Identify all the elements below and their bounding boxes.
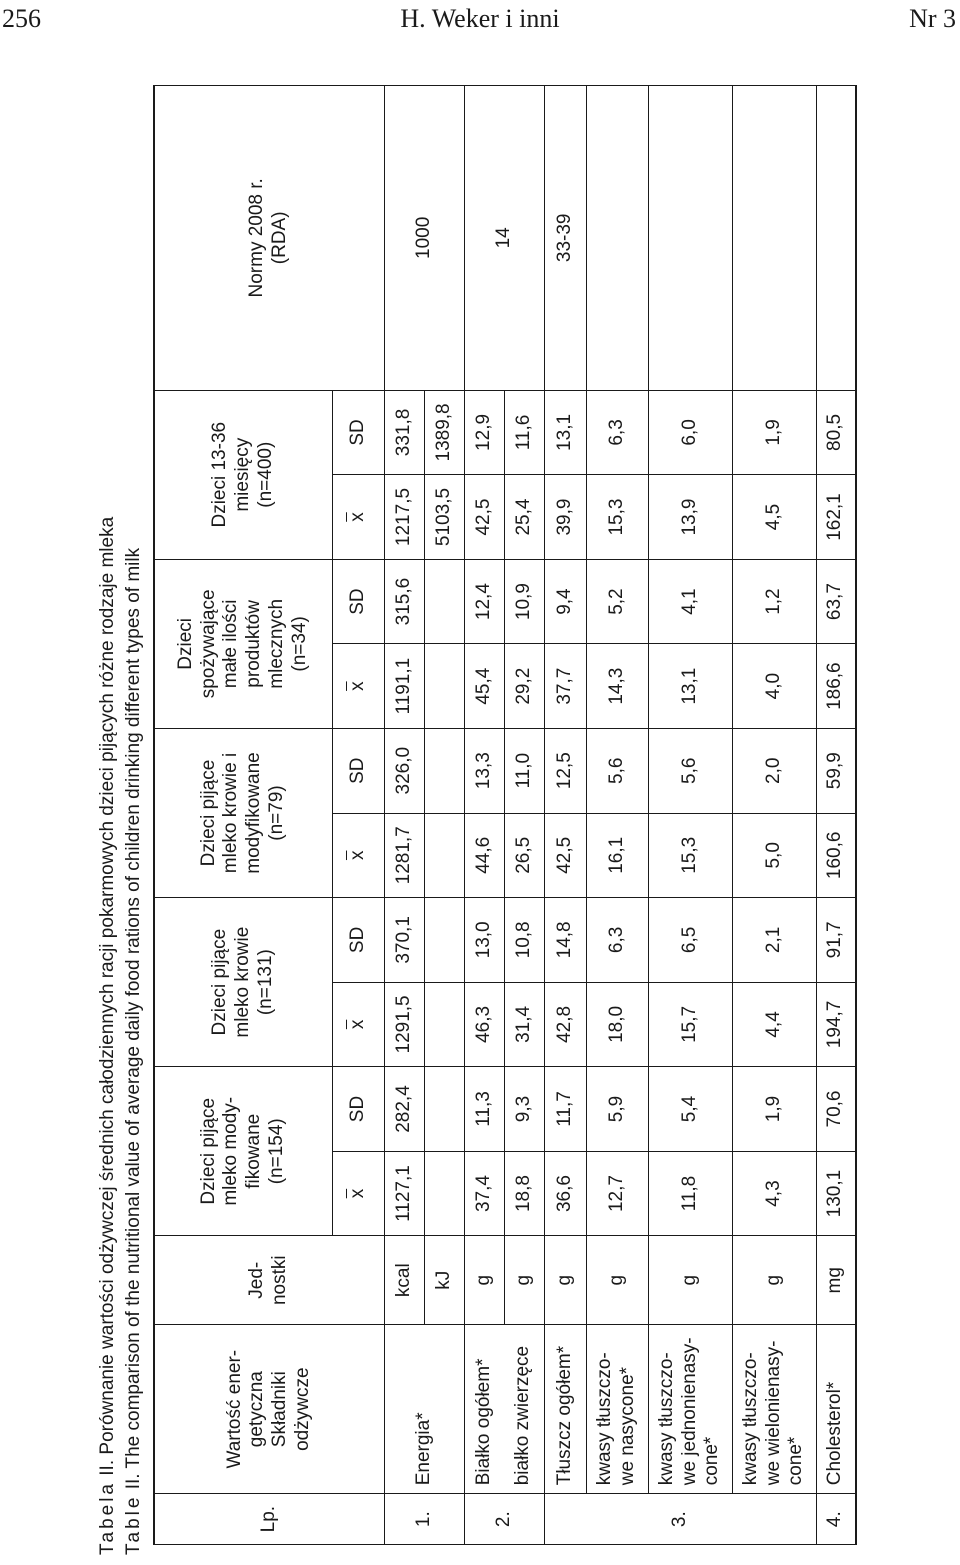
row-unit: g	[544, 1236, 586, 1325]
cell-value	[424, 982, 464, 1067]
cell-value: 11,6	[504, 390, 544, 475]
cell-value	[424, 728, 464, 813]
row-label: białko zwierzęce	[504, 1325, 544, 1494]
cell-value: 42,5	[464, 475, 504, 560]
cell-value: 26,5	[504, 813, 544, 898]
cell-value	[424, 813, 464, 898]
row-lp: 4.	[816, 1494, 856, 1545]
cell-value	[424, 559, 464, 644]
nutrition-comparison-table	[153, 85, 857, 1545]
cell-value: 11,7	[544, 1067, 586, 1152]
cell-value: 1,9	[732, 390, 816, 475]
row-unit: kJ	[424, 1236, 464, 1325]
cell-value: 331,8	[384, 390, 424, 475]
row-norm	[732, 86, 816, 391]
caption-english: Table II. The comparison of the nutritional value of average daily food rations of children drinking different types of milk	[123, 547, 144, 1555]
table-row	[732, 86, 816, 1545]
row-unit: g	[732, 1236, 816, 1325]
cell-value: 14,3	[586, 644, 648, 729]
cell-value: 4,5	[732, 475, 816, 560]
cell-value: 59,9	[816, 728, 856, 813]
cell-value: 1389,8	[424, 390, 464, 475]
page-number: 256	[2, 4, 41, 33]
lp-header: Lp.	[154, 1494, 384, 1545]
cell-value: 1281,7	[384, 813, 424, 898]
row-lp: 1.	[384, 1494, 464, 1545]
cell-value: 42,5	[544, 813, 586, 898]
cell-value: 1,2	[732, 559, 816, 644]
cell-value: 44,6	[464, 813, 504, 898]
caption-polish: Tabela II. Porównanie wartości odżywczej średnich całodziennych racji pokarmowych dzieci pijących różne rodzaje mleka	[97, 516, 118, 1555]
cell-value: 2,1	[732, 898, 816, 983]
cell-value: 5,6	[586, 728, 648, 813]
table-row	[586, 86, 648, 1545]
header-row-groups	[154, 86, 332, 1545]
cell-value: 5103,5	[424, 475, 464, 560]
rotated-table-area	[93, 55, 853, 1555]
cell-value: 9,4	[544, 559, 586, 644]
cell-value: 5,4	[648, 1067, 732, 1152]
row-label: Tłuszcz ogółem*	[544, 1325, 586, 1494]
group-header-modified-milk: Dzieci pijące mleko mody- fikowane (n=154)	[154, 1067, 332, 1236]
cell-value: 18,8	[504, 1151, 544, 1236]
cell-value	[424, 1151, 464, 1236]
cell-value: 45,4	[464, 644, 504, 729]
cell-value	[424, 644, 464, 729]
cell-value: 15,7	[648, 982, 732, 1067]
cell-value: 11,8	[648, 1151, 732, 1236]
cell-value: 12,7	[586, 1151, 648, 1236]
cell-value: 326,0	[384, 728, 424, 813]
issue-number: Nr 3	[909, 4, 956, 33]
cell-value: 12,9	[464, 390, 504, 475]
table-row	[384, 86, 424, 1545]
cell-value: 11,0	[504, 728, 544, 813]
cell-value: 16,1	[586, 813, 648, 898]
row-label: kwasy tłuszczo- we jednonienasy- cone*	[648, 1325, 732, 1494]
cell-value: 315,6	[384, 559, 424, 644]
row-unit: mg	[816, 1236, 856, 1325]
row-norm	[586, 86, 648, 391]
cell-value: 15,3	[648, 813, 732, 898]
cell-value: 31,4	[504, 982, 544, 1067]
cell-value: 6,3	[586, 390, 648, 475]
sd-header: SD	[332, 1067, 384, 1152]
cell-value: 6,5	[648, 898, 732, 983]
table-row	[816, 86, 856, 1545]
cell-value: 13,3	[464, 728, 504, 813]
running-head-author: H. Weker i inni	[400, 4, 560, 33]
cell-value: 5,0	[732, 813, 816, 898]
row-label: kwasy tłuszczo- we nasycone*	[586, 1325, 648, 1494]
row-norm: 1000	[384, 86, 464, 391]
cell-value: 9,3	[504, 1067, 544, 1152]
group-header-cow-and-modified-milk: Dzieci pijące mleko krowie i modyfikowane (n=79)	[154, 728, 332, 897]
mean-header: $\overline{x}$	[332, 475, 384, 560]
cell-value: 4,3	[732, 1151, 816, 1236]
cell-value: 39,9	[544, 475, 586, 560]
sd-header: SD	[332, 728, 384, 813]
cell-value: 13,9	[648, 475, 732, 560]
sd-header: SD	[332, 898, 384, 983]
mean-header: $\overline{x}$	[332, 982, 384, 1067]
cell-value: 5,6	[648, 728, 732, 813]
cell-value: 1,9	[732, 1067, 816, 1152]
group-header-low-dairy: Dzieci spożywające małe ilości produktów mlecznych (n=34)	[154, 559, 332, 728]
cell-value: 4,1	[648, 559, 732, 644]
nutrient-header: Wartość ener- getyczna Składniki odżywcze	[154, 1325, 384, 1494]
cell-value: 13,0	[464, 898, 504, 983]
row-norm	[816, 86, 856, 391]
mean-header: $\overline{x}$	[332, 1151, 384, 1236]
cell-value: 80,5	[816, 390, 856, 475]
cell-value: 194,7	[816, 982, 856, 1067]
row-lp: 3.	[544, 1494, 816, 1545]
cell-value: 37,4	[464, 1151, 504, 1236]
running-head	[0, 4, 960, 38]
cell-value: 6,0	[648, 390, 732, 475]
cell-value	[424, 1067, 464, 1152]
cell-value: 370,1	[384, 898, 424, 983]
cell-value: 70,6	[816, 1067, 856, 1152]
row-unit: g	[586, 1236, 648, 1325]
row-label: kwasy tłuszczo- we wielonienasy- cone*	[732, 1325, 816, 1494]
row-lp: 2.	[464, 1494, 544, 1545]
cell-value: 2,0	[732, 728, 816, 813]
cell-value: 12,5	[544, 728, 586, 813]
cell-value: 162,1	[816, 475, 856, 560]
cell-value: 4,4	[732, 982, 816, 1067]
cell-value: 10,9	[504, 559, 544, 644]
mean-header: $\overline{x}$	[332, 813, 384, 898]
cell-value: 29,2	[504, 644, 544, 729]
cell-value: 1191,1	[384, 644, 424, 729]
cell-value: 63,7	[816, 559, 856, 644]
cell-value: 13,1	[648, 644, 732, 729]
row-unit: g	[504, 1236, 544, 1325]
cell-value: 6,3	[586, 898, 648, 983]
cell-value: 91,7	[816, 898, 856, 983]
mean-header: $\overline{x}$	[332, 644, 384, 729]
row-label: Cholesterol*	[816, 1325, 856, 1494]
cell-value: 282,4	[384, 1067, 424, 1152]
row-unit: g	[464, 1236, 504, 1325]
row-norm: 14	[464, 86, 544, 391]
cell-value: 14,8	[544, 898, 586, 983]
units-header: Jed- nostki	[154, 1236, 384, 1325]
cell-value: 1127,1	[384, 1151, 424, 1236]
cell-value: 12,4	[464, 559, 504, 644]
cell-value: 1291,5	[384, 982, 424, 1067]
cell-value: 15,3	[586, 475, 648, 560]
cell-value: 13,1	[544, 390, 586, 475]
cell-value: 10,8	[504, 898, 544, 983]
group-header-all-children: Dzieci 13-36 miesięcy (n=400)	[154, 390, 332, 559]
cell-value: 11,3	[464, 1067, 504, 1152]
row-label: Energia*	[384, 1325, 464, 1494]
table-row	[648, 86, 732, 1545]
row-unit: g	[648, 1236, 732, 1325]
cell-value: 46,3	[464, 982, 504, 1067]
sd-header: SD	[332, 390, 384, 475]
cell-value: 37,7	[544, 644, 586, 729]
cell-value: 18,0	[586, 982, 648, 1067]
cell-value	[424, 898, 464, 983]
cell-value: 160,6	[816, 813, 856, 898]
cell-value: 4,0	[732, 644, 816, 729]
cell-value: 5,2	[586, 559, 648, 644]
cell-value: 130,1	[816, 1151, 856, 1236]
row-label: Białko ogółem*	[464, 1325, 504, 1494]
norms-header: Normy 2008 r. (RDA)	[154, 86, 384, 391]
cell-value: 1217,5	[384, 475, 424, 560]
table-row	[464, 86, 504, 1545]
row-norm: 33-39	[544, 86, 586, 391]
row-norm	[648, 86, 732, 391]
sd-header: SD	[332, 559, 384, 644]
row-unit: kcal	[384, 1236, 424, 1325]
cell-value: 186,6	[816, 644, 856, 729]
cell-value: 5,9	[586, 1067, 648, 1152]
cell-value: 42,8	[544, 982, 586, 1067]
cell-value: 25,4	[504, 475, 544, 560]
table-row	[544, 86, 586, 1545]
group-header-cow-milk: Dzieci pijące mleko krowie (n=131)	[154, 898, 332, 1067]
cell-value: 36,6	[544, 1151, 586, 1236]
